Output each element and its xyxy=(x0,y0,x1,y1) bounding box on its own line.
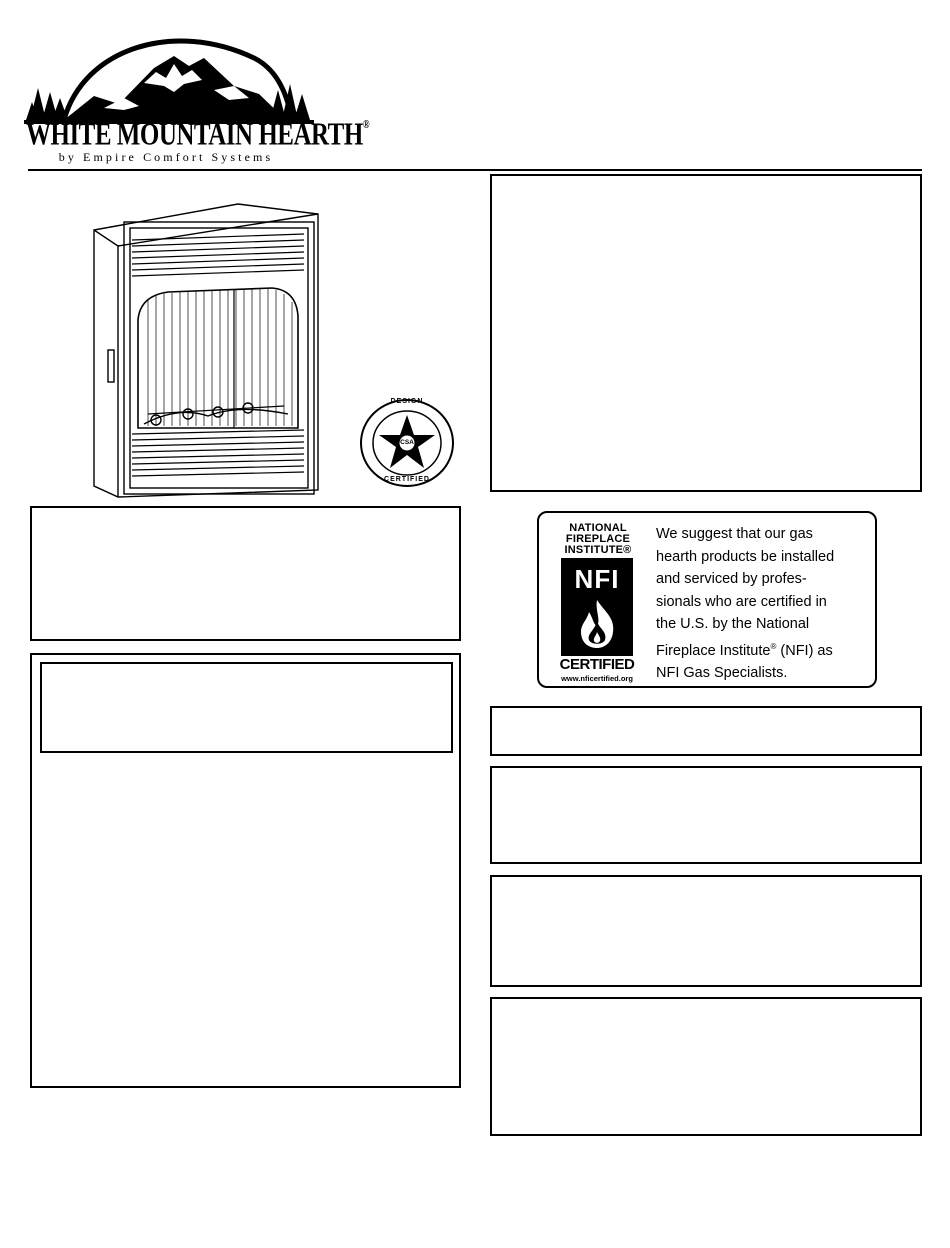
nfi-statement-line: Fireplace Institute® (NFI) as xyxy=(656,641,833,659)
info-box-right-2 xyxy=(490,706,922,756)
nfi-header-line: INSTITUTE® xyxy=(564,544,632,556)
flame-icon xyxy=(575,598,619,650)
nfi-statement-line: and serviced by profes- xyxy=(656,571,807,587)
nfi-statement-line: NFI Gas Specialists. xyxy=(656,664,788,681)
nfi-header-line: NATIONAL xyxy=(569,522,627,534)
info-box-left-2 xyxy=(30,653,461,1088)
seal-bottom-text: CERTIFIED xyxy=(384,476,430,483)
nfi-logo-mark xyxy=(561,558,633,656)
nfi-statement-line: the U.S. by the National xyxy=(656,616,810,632)
nfi-statement xyxy=(656,523,878,684)
brand-tagline: by Empire Comfort Systems xyxy=(58,150,274,164)
nfi-certified-notice xyxy=(537,511,877,688)
header-rule xyxy=(28,169,922,171)
info-box-right-top xyxy=(490,174,922,492)
nfi-statement-line: sionals who are certified in xyxy=(656,593,827,610)
brand-name: WHITE MOUNTAIN HEARTH® xyxy=(26,118,370,152)
nfi-header xyxy=(557,523,639,556)
fireplace-illustration xyxy=(88,200,328,500)
nfi-statement-line: hearth products be installed xyxy=(656,548,835,565)
mountain-logo-icon xyxy=(24,28,314,128)
info-box-left-1 xyxy=(30,506,461,641)
info-box-right-4 xyxy=(490,875,922,987)
nfi-url: www.nficertified.org xyxy=(561,674,633,683)
info-box-right-5 xyxy=(490,997,922,1136)
info-box-right-3 xyxy=(490,766,922,864)
nfi-certified-label: CERTIFIED xyxy=(559,656,635,673)
seal-center-text: CSA xyxy=(400,439,414,446)
info-box-left-2-inner xyxy=(40,662,453,753)
nfi-header-line: FIREPLACE xyxy=(565,533,631,545)
seal-top-text: DESIGN xyxy=(390,398,424,405)
nfi-statement-line: We suggest that our gas xyxy=(656,526,813,542)
nfi-letters: NFI xyxy=(574,564,620,594)
